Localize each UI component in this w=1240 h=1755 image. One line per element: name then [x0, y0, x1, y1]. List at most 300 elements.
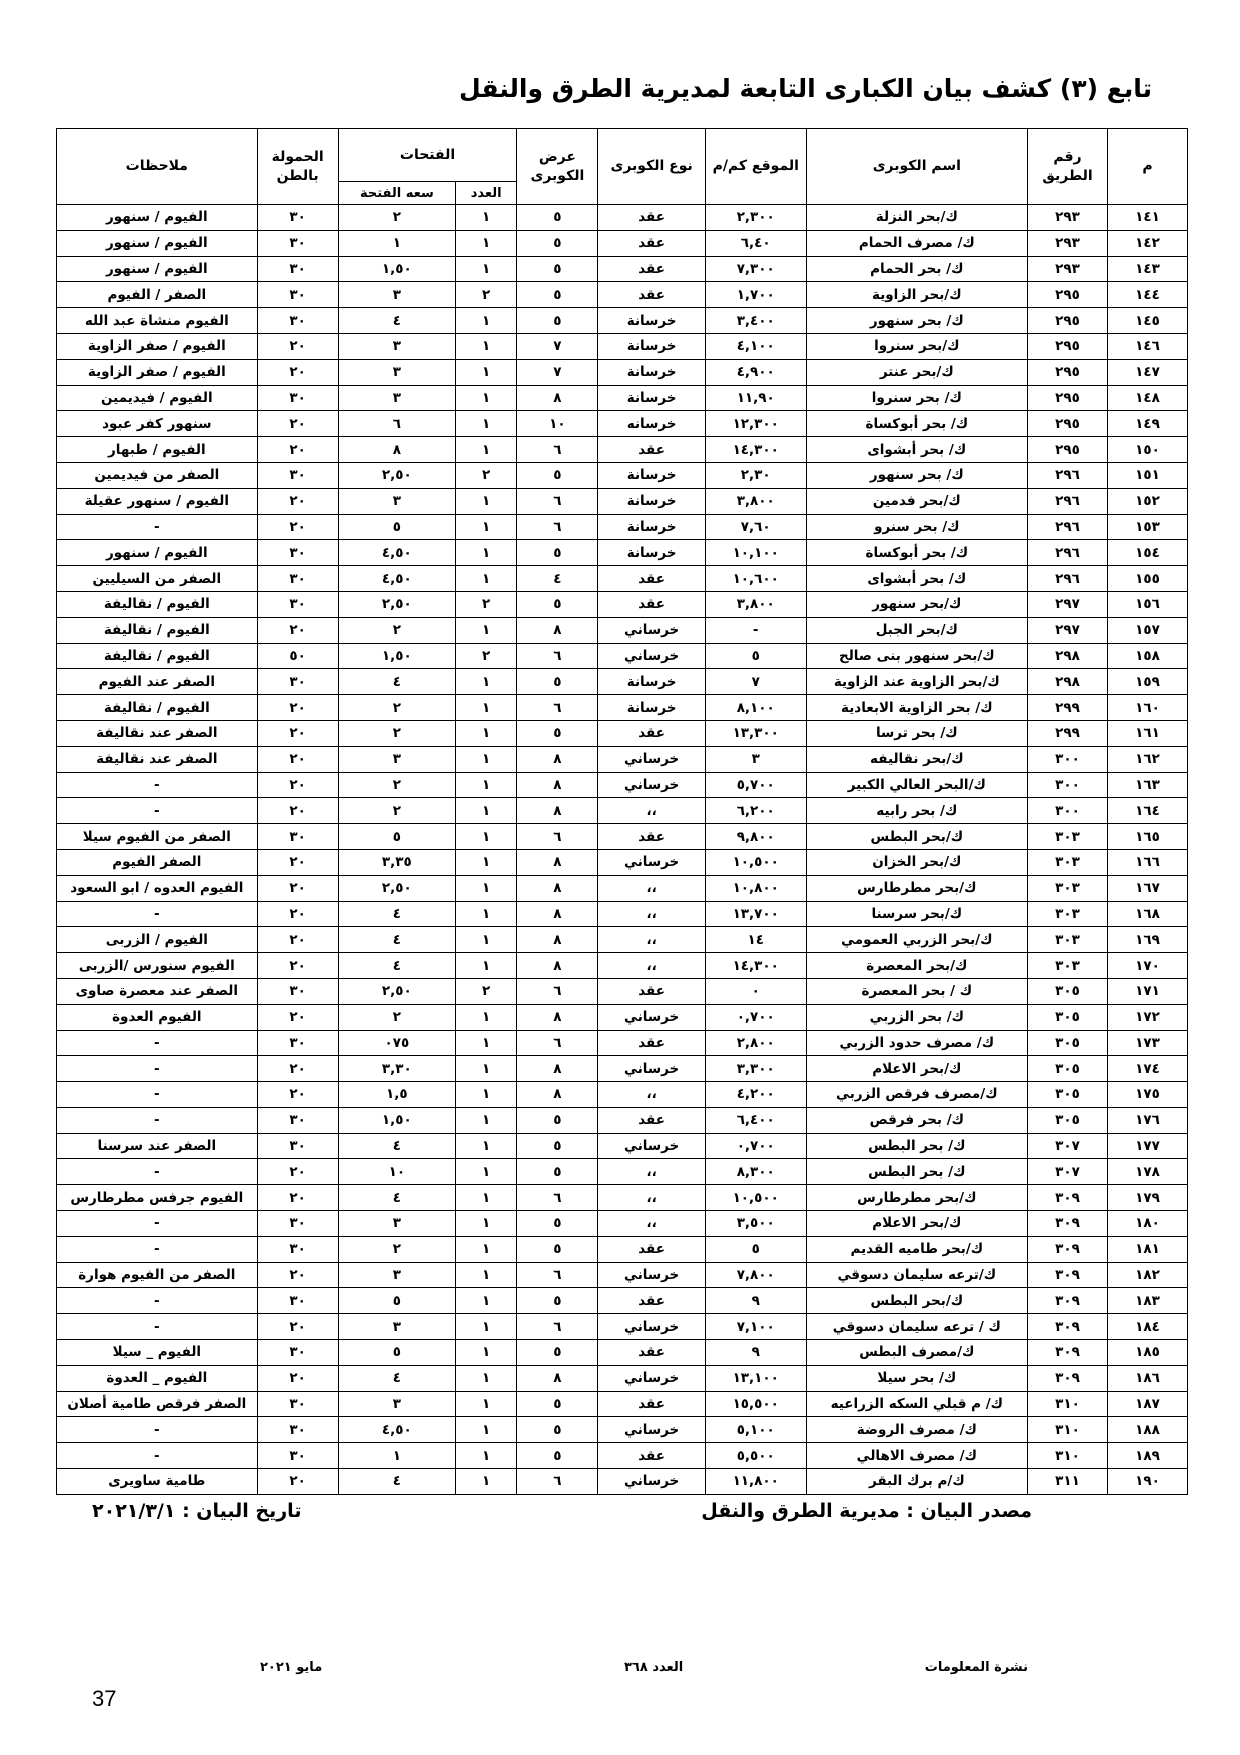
- cell-type: عقد: [598, 437, 705, 463]
- cell-span: ٠٧٥: [338, 1030, 455, 1056]
- cell-notes: -: [57, 1288, 258, 1314]
- cell-notes: الصفر من السيليين: [57, 566, 258, 592]
- table-row: [57, 566, 1188, 592]
- table-row: [57, 1288, 1188, 1314]
- cell-location: ٠,٧٠٠: [705, 1004, 806, 1030]
- cell-bridge: ك/ بحر سنروا: [806, 385, 1027, 411]
- cell-location: ٠,٧٠٠: [705, 1133, 806, 1159]
- cell-num: ١٧٤: [1108, 1056, 1188, 1082]
- cell-type: عقد: [598, 591, 705, 617]
- cell-load: ٣٠: [257, 1391, 338, 1417]
- cell-count: ١: [455, 953, 516, 979]
- table-row: [57, 1107, 1188, 1133]
- header-load: الحمولة بالطن: [257, 129, 338, 205]
- cell-width: ٥: [517, 1391, 598, 1417]
- table-row: [57, 385, 1188, 411]
- cell-road: ٢٩٣: [1028, 205, 1108, 231]
- cell-bridge: ك/ بحر أبشواى: [806, 437, 1027, 463]
- cell-load: ٣٠: [257, 1236, 338, 1262]
- cell-width: ٥: [517, 1443, 598, 1469]
- cell-type: خرسانة: [598, 308, 705, 334]
- table-row: [57, 462, 1188, 488]
- cell-type: خرسانة: [598, 514, 705, 540]
- cell-span: ٣,٣٠: [338, 1056, 455, 1082]
- cell-count: ١: [455, 1133, 516, 1159]
- cell-width: ٥: [517, 1159, 598, 1185]
- cell-load: ٢٠: [257, 772, 338, 798]
- table-row: [57, 1340, 1188, 1366]
- cell-bridge: ك/بحر سنهور: [806, 591, 1027, 617]
- cell-notes: الفيوم / نقاليفة: [57, 617, 258, 643]
- cell-notes: الصفر / الفيوم: [57, 282, 258, 308]
- cell-count: ١: [455, 1082, 516, 1108]
- cell-notes: الفيوم / سنهور: [57, 230, 258, 256]
- cell-width: ١٠: [517, 411, 598, 437]
- cell-bridge: ك/ بحر رابيه: [806, 798, 1027, 824]
- cell-bridge: ك/مصرف فرقص الزربي: [806, 1082, 1027, 1108]
- table-row: [57, 1443, 1188, 1469]
- cell-notes: الصفر فرقص طامية أصلان: [57, 1391, 258, 1417]
- cell-num: ١٥٢: [1108, 488, 1188, 514]
- cell-notes: الفيوم جرفس مطرطارس: [57, 1185, 258, 1211]
- cell-notes: الفيوم / فيديمين: [57, 385, 258, 411]
- cell-num: ١٨٧: [1108, 1391, 1188, 1417]
- cell-notes: -: [57, 1159, 258, 1185]
- cell-bridge: ك/بحر الزربي العمومي: [806, 927, 1027, 953]
- cell-load: ٢٠: [257, 359, 338, 385]
- cell-num: ١٤١: [1108, 205, 1188, 231]
- cell-notes: الفيوم / سنهور: [57, 205, 258, 231]
- cell-bridge: ك/بحر سنروا: [806, 333, 1027, 359]
- cell-count: ١: [455, 1443, 516, 1469]
- cell-span: ٨: [338, 437, 455, 463]
- cell-location: ١٠,٨٠٠: [705, 875, 806, 901]
- cell-type: خرساني: [598, 1262, 705, 1288]
- cell-notes: -: [57, 1236, 258, 1262]
- cell-count: ١: [455, 824, 516, 850]
- cell-location: ٣,٨٠٠: [705, 488, 806, 514]
- cell-road: ٢٩٣: [1028, 256, 1108, 282]
- header-openings: الفتحات: [338, 129, 517, 182]
- cell-road: ٣٠٩: [1028, 1365, 1108, 1391]
- cell-bridge: ك/ بحر فرقص: [806, 1107, 1027, 1133]
- cell-span: ٣: [338, 333, 455, 359]
- cell-notes: -: [57, 1056, 258, 1082]
- cell-notes: -: [57, 901, 258, 927]
- cell-load: ٢٠: [257, 1314, 338, 1340]
- cell-notes: الفيوم سنورس /الزربى: [57, 953, 258, 979]
- cell-location: ١٣,٧٠٠: [705, 901, 806, 927]
- cell-location: ١٤,٣٠٠: [705, 437, 806, 463]
- cell-load: ٣٠: [257, 1288, 338, 1314]
- cell-span: ٣: [338, 359, 455, 385]
- cell-type: خرسانة: [598, 462, 705, 488]
- cell-notes: الصفر عند معصرة صاوى: [57, 978, 258, 1004]
- cell-location: ١٤: [705, 927, 806, 953]
- cell-type: خرسانة: [598, 695, 705, 721]
- cell-type: عقد: [598, 282, 705, 308]
- cell-road: ٣٠٩: [1028, 1236, 1108, 1262]
- cell-load: ٢٠: [257, 901, 338, 927]
- cell-road: ٣٠٩: [1028, 1314, 1108, 1340]
- cell-type: خرسانة: [598, 385, 705, 411]
- cell-span: ٣: [338, 1211, 455, 1237]
- cell-bridge: ك/ترعه سليمان دسوقي: [806, 1262, 1027, 1288]
- cell-notes: الصفر عند نقاليفة: [57, 746, 258, 772]
- cell-location: ٦,٤٠: [705, 230, 806, 256]
- header-notes: ملاحظات: [57, 129, 258, 205]
- cell-notes: -: [57, 798, 258, 824]
- cell-road: ٣٠٩: [1028, 1288, 1108, 1314]
- cell-num: ١٨٥: [1108, 1340, 1188, 1366]
- cell-num: ١٥٤: [1108, 540, 1188, 566]
- cell-width: ٦: [517, 1185, 598, 1211]
- cell-location: ٨,١٠٠: [705, 695, 806, 721]
- cell-num: ١٤٦: [1108, 333, 1188, 359]
- cell-count: ١: [455, 205, 516, 231]
- cell-type: خرساني: [598, 746, 705, 772]
- cell-location: ٣: [705, 746, 806, 772]
- cell-count: ١: [455, 488, 516, 514]
- cell-num: ١٨١: [1108, 1236, 1188, 1262]
- cell-road: ٣٠٥: [1028, 1107, 1108, 1133]
- cell-width: ٨: [517, 901, 598, 927]
- cell-num: ١٥٦: [1108, 591, 1188, 617]
- cell-count: ١: [455, 1365, 516, 1391]
- cell-count: ١: [455, 333, 516, 359]
- cell-span: ١: [338, 230, 455, 256]
- cell-width: ٨: [517, 875, 598, 901]
- cell-road: ٣٠٥: [1028, 978, 1108, 1004]
- table-row: [57, 849, 1188, 875]
- cell-span: ٥: [338, 824, 455, 850]
- cell-load: ٢٠: [257, 1262, 338, 1288]
- cell-bridge: ك/بحر البطس: [806, 1288, 1027, 1314]
- cell-road: ٢٩٥: [1028, 411, 1108, 437]
- cell-notes: -: [57, 1211, 258, 1237]
- cell-bridge: ك/م برك البقر: [806, 1469, 1027, 1495]
- issue-number: العدد ٣٦٨: [624, 1660, 684, 1675]
- cell-type: عقد: [598, 1288, 705, 1314]
- cell-location: ٧: [705, 669, 806, 695]
- cell-num: ١٤٨: [1108, 385, 1188, 411]
- cell-road: ٢٩٥: [1028, 385, 1108, 411]
- cell-load: ٢٠: [257, 746, 338, 772]
- table-row: [57, 1236, 1188, 1262]
- cell-type: خرسانة: [598, 540, 705, 566]
- cell-type: عقد: [598, 230, 705, 256]
- cell-span: ١: [338, 1443, 455, 1469]
- cell-bridge: ك/البحر العالي الكبير: [806, 772, 1027, 798]
- cell-width: ٨: [517, 746, 598, 772]
- cell-num: ١٥٥: [1108, 566, 1188, 592]
- cell-road: ٣٠٠: [1028, 798, 1108, 824]
- cell-span: ٤: [338, 1365, 455, 1391]
- table-row: [57, 205, 1188, 231]
- cell-width: ٥: [517, 256, 598, 282]
- bridges-table: [56, 128, 1188, 1495]
- cell-type: خرساني: [598, 1056, 705, 1082]
- cell-location: ٤,٢٠٠: [705, 1082, 806, 1108]
- cell-bridge: ك/بحر الجبل: [806, 617, 1027, 643]
- cell-road: ٣٠٩: [1028, 1340, 1108, 1366]
- cell-road: ٢٩٦: [1028, 462, 1108, 488]
- cell-bridge: ك / بحر المعصرة: [806, 978, 1027, 1004]
- cell-width: ٥: [517, 1340, 598, 1366]
- cell-road: ٣٠٧: [1028, 1133, 1108, 1159]
- cell-load: ٢٠: [257, 333, 338, 359]
- cell-width: ٥: [517, 1288, 598, 1314]
- cell-num: ١٦٧: [1108, 875, 1188, 901]
- cell-road: ٣٠٩: [1028, 1185, 1108, 1211]
- cell-count: ١: [455, 1469, 516, 1495]
- cell-load: ٢٠: [257, 875, 338, 901]
- cell-load: ٣٠: [257, 978, 338, 1004]
- cell-num: ١٨٦: [1108, 1365, 1188, 1391]
- cell-notes: الفيوم / سنهور عقيلة: [57, 488, 258, 514]
- cell-bridge: ك/ بحر سيلا: [806, 1365, 1027, 1391]
- cell-type: ،،: [598, 1185, 705, 1211]
- cell-road: ٢٩٩: [1028, 720, 1108, 746]
- cell-count: ١: [455, 230, 516, 256]
- cell-span: ٣,٣٥: [338, 849, 455, 875]
- cell-span: ٢,٥٠: [338, 462, 455, 488]
- cell-span: ٤: [338, 927, 455, 953]
- cell-load: ٣٠: [257, 669, 338, 695]
- cell-span: ١,٥: [338, 1082, 455, 1108]
- cell-num: ١٧٢: [1108, 1004, 1188, 1030]
- cell-width: ٨: [517, 1365, 598, 1391]
- cell-road: ٢٩٥: [1028, 437, 1108, 463]
- cell-location: ٣,٥٠٠: [705, 1211, 806, 1237]
- cell-num: ١٧٥: [1108, 1082, 1188, 1108]
- cell-count: ١: [455, 411, 516, 437]
- cell-type: عقد: [598, 1030, 705, 1056]
- cell-width: ٦: [517, 643, 598, 669]
- cell-count: ١: [455, 385, 516, 411]
- cell-location: ٨,٣٠٠: [705, 1159, 806, 1185]
- cell-bridge: ك/ بحر الزاوية الابعادية: [806, 695, 1027, 721]
- cell-bridge: ك/بحر مطرطارس: [806, 1185, 1027, 1211]
- cell-location: ١٠,١٠٠: [705, 540, 806, 566]
- cell-type: خرساني: [598, 1004, 705, 1030]
- cell-span: ١,٥٠: [338, 643, 455, 669]
- table-row: [57, 1133, 1188, 1159]
- table-row: [57, 772, 1188, 798]
- cell-location: ٦,٢٠٠: [705, 798, 806, 824]
- cell-type: ،،: [598, 875, 705, 901]
- table-row: [57, 333, 1188, 359]
- cell-location: ٤,٩٠٠: [705, 359, 806, 385]
- cell-num: ١٥٣: [1108, 514, 1188, 540]
- cell-notes: الفيوم _ العدوة: [57, 1365, 258, 1391]
- cell-width: ٥: [517, 462, 598, 488]
- cell-count: ٢: [455, 978, 516, 1004]
- cell-span: ١٠: [338, 1159, 455, 1185]
- cell-width: ٦: [517, 978, 598, 1004]
- cell-bridge: ك/بحر النزلة: [806, 205, 1027, 231]
- cell-width: ٦: [517, 1469, 598, 1495]
- cell-type: عقد: [598, 256, 705, 282]
- cell-span: ٢: [338, 772, 455, 798]
- cell-notes: الفيوم / طبهار: [57, 437, 258, 463]
- cell-width: ٦: [517, 437, 598, 463]
- table-row: [57, 1185, 1188, 1211]
- page-number: 37: [92, 1686, 117, 1711]
- cell-location: ١١,٨٠٠: [705, 1469, 806, 1495]
- cell-width: ٥: [517, 1107, 598, 1133]
- cell-bridge: ك/ بحر الزربي: [806, 1004, 1027, 1030]
- table-row: [57, 1314, 1188, 1340]
- cell-road: ٣٠٥: [1028, 1030, 1108, 1056]
- cell-num: ١٥٠: [1108, 437, 1188, 463]
- cell-bridge: ك/بحر سنهور بنى صالح: [806, 643, 1027, 669]
- cell-location: ٣,٣٠٠: [705, 1056, 806, 1082]
- cell-location: ١,٧٠٠: [705, 282, 806, 308]
- cell-road: ٣٠٠: [1028, 746, 1108, 772]
- cell-width: ٥: [517, 282, 598, 308]
- cell-count: ١: [455, 359, 516, 385]
- cell-bridge: ك/بحر الاعلام: [806, 1056, 1027, 1082]
- cell-load: ٢٠: [257, 1185, 338, 1211]
- cell-width: ٦: [517, 488, 598, 514]
- cell-notes: الفيوم منشاة عبد الله: [57, 308, 258, 334]
- cell-type: خرسانة: [598, 488, 705, 514]
- cell-span: ٢: [338, 1004, 455, 1030]
- cell-road: ٣٠٠: [1028, 772, 1108, 798]
- issue-month: مايو ٢٠٢١: [260, 1660, 323, 1675]
- cell-load: ٣٠: [257, 1133, 338, 1159]
- cell-load: ٢٠: [257, 1004, 338, 1030]
- cell-num: ١٤٣: [1108, 256, 1188, 282]
- cell-road: ٣٠٣: [1028, 824, 1108, 850]
- table-row: [57, 669, 1188, 695]
- cell-notes: -: [57, 772, 258, 798]
- cell-span: ٢: [338, 695, 455, 721]
- cell-width: ٥: [517, 1236, 598, 1262]
- table-row: [57, 1004, 1188, 1030]
- cell-count: ١: [455, 798, 516, 824]
- table-body: [57, 205, 1188, 1495]
- cell-num: ١٦٠: [1108, 695, 1188, 721]
- cell-bridge: ك / ترعه سليمان دسوقي: [806, 1314, 1027, 1340]
- cell-location: ٥: [705, 1236, 806, 1262]
- table-row: [57, 1417, 1188, 1443]
- cell-span: ٢: [338, 798, 455, 824]
- cell-num: ١٩٠: [1108, 1469, 1188, 1495]
- cell-span: ٤: [338, 1185, 455, 1211]
- header-road: رقم الطريق: [1028, 129, 1108, 205]
- cell-width: ٥: [517, 1417, 598, 1443]
- cell-width: ٨: [517, 1004, 598, 1030]
- cell-load: ٥٠: [257, 643, 338, 669]
- cell-width: ٦: [517, 695, 598, 721]
- cell-notes: الصفر عند الفيوم: [57, 669, 258, 695]
- cell-type: عقد: [598, 720, 705, 746]
- cell-road: ٣٠٣: [1028, 901, 1108, 927]
- cell-span: ٤,٥٠: [338, 1417, 455, 1443]
- cell-count: ١: [455, 1340, 516, 1366]
- cell-span: ٢: [338, 720, 455, 746]
- cell-width: ٥: [517, 540, 598, 566]
- cell-count: ١: [455, 669, 516, 695]
- cell-load: ٢٠: [257, 488, 338, 514]
- table-row: [57, 1365, 1188, 1391]
- cell-num: ١٨٤: [1108, 1314, 1188, 1340]
- cell-span: ٤: [338, 1133, 455, 1159]
- cell-width: ٧: [517, 359, 598, 385]
- cell-num: ١٨٢: [1108, 1262, 1188, 1288]
- cell-type: ،،: [598, 1211, 705, 1237]
- cell-width: ٦: [517, 1262, 598, 1288]
- cell-bridge: ك/ بحر البطس: [806, 1133, 1027, 1159]
- header-location: الموقع كم/م: [705, 129, 806, 205]
- cell-count: ٢: [455, 643, 516, 669]
- cell-location: ٢,٣٠٠: [705, 205, 806, 231]
- cell-width: ٥: [517, 308, 598, 334]
- cell-num: ١٦٤: [1108, 798, 1188, 824]
- cell-location: ٥,٥٠٠: [705, 1443, 806, 1469]
- cell-count: ١: [455, 901, 516, 927]
- cell-load: ٢٠: [257, 927, 338, 953]
- table-row: [57, 437, 1188, 463]
- cell-notes: الصفر من الفيوم سيلا: [57, 824, 258, 850]
- cell-span: ٥: [338, 1288, 455, 1314]
- cell-type: عقد: [598, 824, 705, 850]
- cell-road: ٣٠٧: [1028, 1159, 1108, 1185]
- cell-load: ٢٠: [257, 798, 338, 824]
- cell-location: ٢,٨٠٠: [705, 1030, 806, 1056]
- cell-width: ٥: [517, 1211, 598, 1237]
- cell-road: ٣٠٣: [1028, 953, 1108, 979]
- cell-span: ٢,٥٠: [338, 978, 455, 1004]
- table-row: [57, 1469, 1188, 1495]
- cell-span: ٣: [338, 746, 455, 772]
- table-row: [57, 359, 1188, 385]
- cell-num: ١٤٢: [1108, 230, 1188, 256]
- cell-count: ١: [455, 540, 516, 566]
- cell-span: ٤: [338, 901, 455, 927]
- cell-count: ١: [455, 256, 516, 282]
- cell-bridge: ك/ بحر سنهور: [806, 462, 1027, 488]
- cell-notes: الفيوم / نقاليفة: [57, 643, 258, 669]
- cell-notes: الصفر عند نقاليفة: [57, 720, 258, 746]
- cell-road: ٣٠٣: [1028, 875, 1108, 901]
- cell-count: ١: [455, 1314, 516, 1340]
- cell-location: ٩,٨٠٠: [705, 824, 806, 850]
- cell-road: ٢٩٥: [1028, 359, 1108, 385]
- cell-notes: سنهور كفر عبود: [57, 411, 258, 437]
- cell-count: ١: [455, 566, 516, 592]
- table-row: [57, 1211, 1188, 1237]
- cell-num: ١٦١: [1108, 720, 1188, 746]
- cell-width: ٦: [517, 514, 598, 540]
- cell-type: خرسانه: [598, 411, 705, 437]
- cell-location: ٩: [705, 1340, 806, 1366]
- cell-road: ٣٠٩: [1028, 1211, 1108, 1237]
- cell-location: ٣,٨٠٠: [705, 591, 806, 617]
- cell-width: ٨: [517, 1056, 598, 1082]
- cell-location: ٣,٤٠٠: [705, 308, 806, 334]
- cell-load: ٣٠: [257, 591, 338, 617]
- cell-type: عقد: [598, 1236, 705, 1262]
- cell-location: ١٣,١٠٠: [705, 1365, 806, 1391]
- cell-num: ١٥٨: [1108, 643, 1188, 669]
- cell-location: ٥,١٠٠: [705, 1417, 806, 1443]
- cell-bridge: ك/بحر الزاوية عند الزاوية: [806, 669, 1027, 695]
- cell-num: ١٤٧: [1108, 359, 1188, 385]
- cell-load: ٣٠: [257, 462, 338, 488]
